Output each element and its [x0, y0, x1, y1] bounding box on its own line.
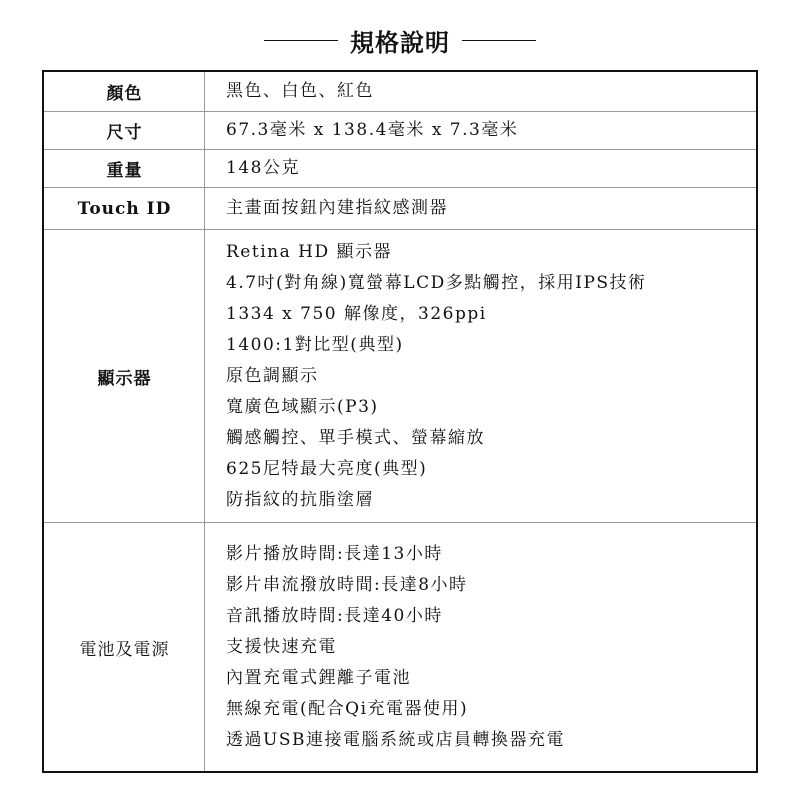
spec-value-line: 主畫面按鈕內建指紋感測器	[226, 198, 448, 218]
spec-value-weight	[226, 150, 748, 187]
spec-value-line: 1334 x 750 解像度，326ppi	[226, 303, 487, 324]
spec-row-color	[44, 72, 756, 112]
spec-value-line: 黑色、白色、紅色	[226, 81, 374, 101]
spec-value-line: 內置充電式鋰離子電池	[226, 667, 411, 688]
spec-value-display	[226, 230, 748, 522]
spec-value-line: 148公克	[226, 158, 300, 178]
spec-value-line: 防指紋的抗脂塗層	[226, 489, 374, 510]
spec-value-touch-id	[226, 188, 748, 229]
spec-value-line: 觸感觸控、單手模式、螢幕縮放	[226, 427, 485, 448]
spec-label-color: 顏色	[106, 84, 143, 104]
spec-value-line: 無線充電(配合Qi充電器使用)	[226, 698, 469, 719]
spec-label-battery-power: 電池及電源	[79, 639, 170, 660]
spec-value-line: 原色調顯示	[226, 365, 319, 386]
spec-value-line: 支援快速充電	[226, 636, 337, 657]
spec-value-line: Retina HD 顯示器	[226, 241, 392, 262]
spec-row-display	[44, 230, 756, 523]
spec-label-display: 顯示器	[97, 368, 152, 389]
spec-value-line: 寬廣色域顯示(P3)	[226, 396, 379, 417]
spec-value-color	[226, 72, 748, 111]
spec-label-touch-id: Touch ID	[77, 198, 172, 219]
title-rule-left	[264, 40, 338, 41]
title-rule-right	[462, 40, 536, 41]
spec-value-line: 影片串流撥放時間:長達8小時	[226, 574, 468, 595]
spec-value-line: 4.7吋(對角線)寬螢幕LCD多點觸控，採用IPS技術	[226, 272, 647, 293]
spec-value-line: 透過USB連接電腦系統或店員轉換器充電	[226, 729, 565, 750]
spec-label-size: 尺寸	[106, 123, 143, 143]
spec-value-line: 1400:1對比型(典型)	[226, 334, 404, 355]
spec-row-touch-id	[44, 188, 756, 230]
spec-row-battery-power	[44, 523, 756, 771]
spec-value-line: 音訊播放時間:長達40小時	[226, 605, 443, 626]
page-title: 規格說明	[350, 28, 450, 57]
spec-value-line: 625尼特最大亮度(典型)	[226, 458, 428, 479]
page-header	[0, 20, 800, 60]
spec-value-line: 67.3毫米 x 138.4毫米 x 7.3毫米	[226, 120, 519, 140]
spec-row-weight	[44, 150, 756, 188]
spec-value-battery-power	[226, 523, 748, 771]
spec-label-weight: 重量	[106, 161, 143, 181]
spec-value-size	[226, 112, 748, 149]
spec-row-size	[44, 112, 756, 150]
spec-table	[42, 70, 758, 773]
spec-value-line: 影片播放時間:長達13小時	[226, 543, 443, 564]
